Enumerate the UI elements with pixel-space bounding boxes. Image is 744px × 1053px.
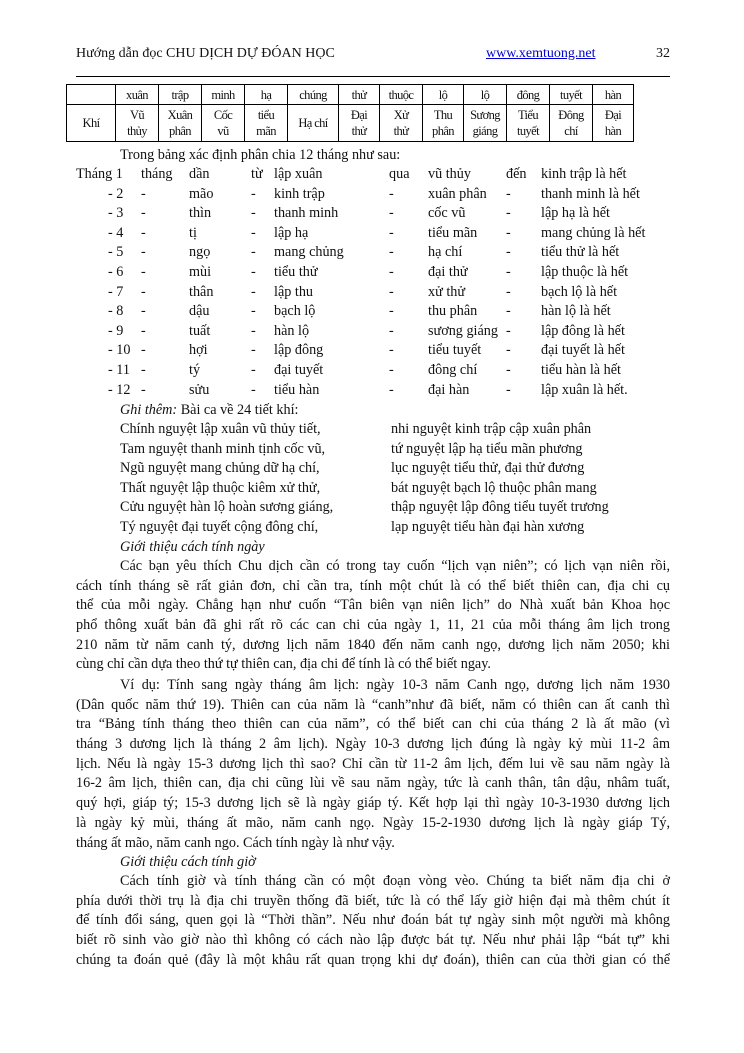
month-cell: tiểu thử bbox=[274, 264, 318, 280]
month-cell: - bbox=[389, 264, 394, 280]
month-cell: tý bbox=[189, 362, 201, 378]
book-title: Hướng dẫn đọc CHU DỊCH DỰ ĐÓAN HỌC bbox=[76, 46, 335, 61]
cell-line: phân bbox=[432, 124, 454, 138]
month-cell: - bbox=[251, 342, 256, 359]
month-cell: lập thuộc là hết bbox=[541, 264, 629, 280]
table-cell bbox=[380, 105, 423, 142]
table-cell: tuyết bbox=[550, 85, 593, 105]
month-cell: sửu bbox=[189, 381, 210, 398]
poem-line: Cửu nguyệt hàn lộ hoàn sương giáng, bbox=[120, 499, 334, 516]
table-cell bbox=[159, 105, 202, 142]
month-cell: hạ chí bbox=[428, 244, 463, 261]
month-cell: - bbox=[389, 362, 394, 378]
note-text: Bài ca về 24 tiết khí: bbox=[177, 402, 299, 418]
month-cell: mão bbox=[189, 185, 214, 202]
paragraph-line: phía dưới thời trụ là địa chi truyền thống đã biết, tức là có thể lấy giờ hiện đại mà thêm chút ít bbox=[76, 892, 670, 909]
month-label: - 4 bbox=[108, 224, 124, 241]
month-cell: đến bbox=[506, 166, 527, 182]
paragraph-line: chúng ta đoán quẻ (đây là một khâu rất quan trọng khi dự đoán), thiên can của thời gian có thể bbox=[76, 951, 670, 968]
month-cell: hàn lộ bbox=[274, 322, 310, 339]
month-cell: - bbox=[506, 185, 511, 202]
month-cell: tiểu thử là hết bbox=[541, 244, 620, 261]
month-cell: mang chủng là hết bbox=[541, 224, 646, 241]
table-cell bbox=[116, 105, 159, 142]
month-cell: xuân phân bbox=[428, 185, 487, 202]
table-cell: minh bbox=[202, 85, 245, 105]
table-cell bbox=[202, 105, 245, 142]
cell-line: Đông bbox=[558, 108, 584, 122]
month-cell: - bbox=[141, 244, 146, 261]
cell-line: Xử bbox=[393, 108, 409, 122]
month-label: - 8 bbox=[108, 303, 124, 320]
month-cell: hàn lộ là hết bbox=[541, 303, 611, 320]
month-label: - 3 bbox=[108, 205, 124, 222]
paragraph-line: cùng chỉ cần dựa theo thứ tự thiên can, địa chi để tính là có thể biết ngay. bbox=[76, 656, 491, 673]
poem-line: nhi nguyệt kinh trập cập xuân phân bbox=[391, 421, 592, 437]
poem-line: Chính nguyệt lập xuân vũ thủy tiết, bbox=[120, 421, 321, 437]
poem-line: lạp nguyệt tiểu hàn đại hàn xương bbox=[391, 519, 585, 535]
month-label: Tháng 1 bbox=[76, 166, 123, 182]
cell-line: hàn bbox=[604, 124, 622, 138]
cell-line: thủy bbox=[127, 124, 147, 138]
section-title: Giới thiệu cách tính ngày bbox=[120, 539, 265, 555]
month-cell: - bbox=[251, 362, 256, 378]
month-cell: - bbox=[141, 342, 146, 359]
month-label: - 2 bbox=[108, 185, 124, 202]
month-cell: thân bbox=[189, 283, 214, 300]
cell-line: phân bbox=[169, 124, 191, 138]
month-cell: lập xuân là hết. bbox=[541, 381, 628, 398]
paragraph-line: biết rõ sinh vào giờ nào thì không có cách nào lập được bát tự. Nếu như phải lập “bát tự” khi bbox=[76, 932, 670, 949]
cell-line: Sương bbox=[470, 108, 500, 122]
table-cell: lộ bbox=[464, 85, 507, 105]
website-link[interactable]: www.xemtuong.net bbox=[486, 46, 596, 61]
month-cell: thanh minh bbox=[274, 205, 339, 222]
month-cell: lập thu bbox=[274, 283, 314, 300]
paragraph-line: 16-2 âm lịch, thiên can, địa chi cũng lùi về sau năm ngày, tức là canh thân, tân dậu, nhâm tuất, bbox=[76, 775, 670, 792]
poem-line: bát nguyệt bạch lộ thuộc phân mang bbox=[391, 479, 597, 496]
table-row bbox=[67, 85, 634, 105]
cell-line: thử bbox=[393, 124, 409, 138]
cell-line: chí bbox=[564, 124, 578, 138]
month-cell: dậu bbox=[189, 303, 210, 320]
month-cell: qua bbox=[389, 166, 410, 182]
month-cell: bạch lộ bbox=[274, 303, 316, 320]
cell-line: giáng bbox=[472, 124, 498, 138]
cell-line: vũ bbox=[217, 124, 229, 138]
paragraph-line: lịch. Nếu là ngày 15-3 dương lịch thì sao? Chỉ cần từ 11-2 âm lịch, đếm lui về sau năm ngày là bbox=[76, 755, 670, 772]
month-cell: - bbox=[389, 244, 394, 261]
month-cell: mang chủng bbox=[274, 244, 344, 261]
month-cell: - bbox=[506, 224, 511, 241]
header-divider bbox=[76, 76, 670, 77]
month-cell: cốc vũ bbox=[428, 205, 466, 222]
note-label: Ghi thêm: bbox=[120, 402, 178, 418]
cell-line: tiểu bbox=[257, 108, 275, 122]
month-cell: - bbox=[141, 224, 146, 241]
month-cell: - bbox=[251, 224, 256, 241]
paragraph-line: 210 năm từ năm canh tý, dương lịch năm 1840 đến năm canh ngọ, dương lịch năm 2050; khi bbox=[76, 636, 670, 653]
month-cell: tiểu tuyết bbox=[428, 342, 482, 359]
month-cell: - bbox=[506, 322, 511, 339]
month-cell: ngọ bbox=[189, 244, 211, 261]
paragraph-line: cách tính tháng sẽ rất giản đơn, chỉ cần tra, tính một chút là có thể biết thiên can, địa chi cụ bbox=[76, 577, 670, 594]
paragraph-line: để tính đổi sáng, quen gọi là “Thời thần”. Nếu như đoán bát tự ngày sinh một người mà không bbox=[76, 912, 670, 929]
month-cell: - bbox=[141, 303, 146, 320]
month-cell: - bbox=[506, 283, 511, 300]
month-cell: - bbox=[141, 283, 146, 300]
poem-line: thập nguyệt lập đông tiểu tuyết trương bbox=[391, 499, 609, 516]
month-cell: - bbox=[251, 205, 256, 222]
paragraph-line: thể của mỗi ngày. Chẳng hạn như cuốn “Tân biên vạn niên lịch” do Nhà xuất bản Khoa học bbox=[76, 597, 670, 614]
month-cell: kinh trập là hết bbox=[541, 166, 627, 182]
cell-line: thử bbox=[351, 124, 367, 138]
table-cell: chúng bbox=[288, 85, 339, 105]
month-cell: thanh minh là hết bbox=[541, 185, 640, 202]
cell-line: Đại bbox=[604, 108, 622, 122]
month-label: - 6 bbox=[108, 264, 124, 280]
cell-line: Xuân bbox=[167, 108, 193, 122]
month-cell: lập đông bbox=[274, 342, 324, 359]
paragraph-line: (Dân quốc năm thứ 19). Thiên can của năm là “canh”như đã biết, năm có thiên can ất canh thì bbox=[76, 696, 670, 713]
month-cell: đại thử bbox=[428, 264, 468, 280]
month-cell: tháng bbox=[141, 166, 173, 182]
month-cell: - bbox=[389, 381, 394, 398]
month-cell: - bbox=[251, 303, 256, 320]
month-cell: tuất bbox=[189, 322, 211, 339]
month-cell: - bbox=[251, 381, 256, 398]
month-cell: - bbox=[389, 342, 394, 359]
month-cell: bạch lộ là hết bbox=[541, 283, 618, 300]
paragraph-line: tháng 3 dương lịch là tháng 2 âm lịch). Ngày 10-3 dương lịch đúng là ngày kỷ mùi 11-2 âm bbox=[76, 736, 670, 753]
month-cell: vũ thủy bbox=[428, 166, 471, 182]
table-cell: thuộc bbox=[380, 85, 423, 105]
row-label: Khí bbox=[67, 105, 116, 142]
month-label: - 7 bbox=[108, 283, 124, 300]
month-cell: lập hạ bbox=[274, 224, 309, 241]
table-cell bbox=[593, 105, 634, 142]
month-label: - 11 bbox=[108, 362, 130, 378]
cell-line: Đại bbox=[350, 108, 368, 122]
month-cell: xử thử bbox=[428, 283, 466, 300]
month-cell: - bbox=[506, 205, 511, 222]
month-cell: - bbox=[141, 381, 146, 398]
cell-line: mãn bbox=[256, 124, 276, 138]
month-cell: đại tuyết bbox=[274, 362, 324, 378]
table-cell bbox=[339, 105, 380, 142]
table-cell: hàn bbox=[593, 85, 634, 105]
month-cell: - bbox=[389, 205, 394, 222]
month-cell: - bbox=[141, 205, 146, 222]
paragraph-line: Các bạn yêu thích Chu dịch cần có trong tay cuốn “lịch vạn niên”; có lịch vạn niên rồi, bbox=[120, 558, 670, 574]
paragraph-line: tháng ất mão, năm canh ngo. Cách tính ngày là như vậy. bbox=[76, 834, 395, 851]
month-label: - 12 bbox=[108, 381, 131, 398]
paragraph bbox=[76, 676, 670, 853]
paragraph bbox=[76, 872, 670, 970]
paragraph-line: tra “Bảng tính tháng theo thiên can của năm”, có thể biết can chi của tháng 2 là ất mão (vì bbox=[76, 716, 670, 733]
poem-line: tứ nguyệt lập hạ tiểu mãn phương bbox=[391, 440, 583, 457]
month-cell: - bbox=[141, 322, 146, 339]
month-cell: - bbox=[141, 264, 146, 280]
month-cell: kinh trập bbox=[274, 185, 325, 202]
poem-line: lục nguyệt tiểu thử, đại thử đương bbox=[391, 460, 585, 477]
month-cell: - bbox=[141, 185, 146, 202]
paragraph-line: quý hợi, giáp tý; 15-3 dương lịch sẽ là ngày giáp tý. Kết hợp lại thì ngày 10-3-1930 dương lịch bbox=[76, 795, 670, 812]
poem-line: Thất nguyệt lập thuộc kiêm xử thử, bbox=[120, 479, 321, 496]
month-cell: tiểu hàn là hết bbox=[541, 362, 621, 378]
month-cell: tiểu hàn bbox=[274, 381, 320, 398]
month-cell: đại hàn bbox=[428, 381, 470, 398]
month-cell: thu phân bbox=[428, 303, 478, 320]
table-cell bbox=[423, 105, 464, 142]
month-cell: - bbox=[251, 264, 256, 280]
month-cell: lập hạ là hết bbox=[541, 205, 610, 222]
month-cell: - bbox=[389, 283, 394, 300]
paragraph-line: phổ thông xuất bản đã ghi rất rõ các can chi của ngày 1, 11, 21 của mỗi tháng âm lịch trong bbox=[76, 617, 670, 634]
cell-line: Vũ bbox=[129, 108, 145, 122]
month-label: - 5 bbox=[108, 244, 124, 261]
month-cell: đông chí bbox=[428, 362, 478, 378]
month-cell: mùi bbox=[189, 264, 212, 280]
paragraph-line: là ngày kỷ mùi, tháng ất mão, năm canh ngọ. Ngày 15-2-1930 dương lịch là ngày giáp Tý, bbox=[76, 814, 670, 831]
month-label: - 9 bbox=[108, 322, 124, 339]
month-cell: - bbox=[506, 244, 511, 261]
month-cell: - bbox=[389, 322, 394, 339]
table-cell-empty bbox=[67, 85, 116, 105]
intro-text: Trong bảng xác định phân chia 12 tháng như sau: bbox=[120, 147, 401, 163]
month-cell: lập đông là hết bbox=[541, 322, 625, 339]
month-cell: hợi bbox=[189, 342, 208, 359]
cell-line: Cốc bbox=[213, 108, 233, 122]
poem-line: Ngũ nguyệt mang chủng dữ hạ chí, bbox=[120, 460, 320, 477]
month-cell: - bbox=[251, 322, 256, 339]
table-cell bbox=[245, 105, 288, 142]
table-cell bbox=[507, 105, 550, 142]
section-title: Giới thiệu cách tính giờ bbox=[120, 854, 256, 870]
poem-line: Tý nguyệt đại tuyết cộng đông chí, bbox=[120, 519, 319, 535]
table-cell: trập bbox=[159, 85, 202, 105]
month-cell: lập xuân bbox=[274, 166, 323, 182]
cell-line: tuyết bbox=[517, 124, 539, 138]
table-cell: lộ bbox=[423, 85, 464, 105]
month-label: - 10 bbox=[108, 342, 131, 359]
month-cell: - bbox=[141, 362, 146, 378]
cell-line: Thu bbox=[433, 108, 453, 122]
table-cell: thử bbox=[339, 85, 380, 105]
page-header bbox=[76, 46, 670, 66]
table-cell bbox=[464, 105, 507, 142]
month-cell: - bbox=[389, 303, 394, 320]
paragraph bbox=[76, 557, 670, 675]
month-cell: - bbox=[506, 303, 511, 320]
month-cell: - bbox=[506, 264, 511, 280]
month-cell: sương giáng bbox=[428, 322, 498, 339]
table-cell: xuân bbox=[116, 85, 159, 105]
poem-line: Tam nguyệt thanh minh tịnh cốc vũ, bbox=[120, 440, 326, 457]
month-cell: - bbox=[506, 362, 511, 378]
table-row bbox=[67, 105, 634, 142]
month-cell: đại tuyết là hết bbox=[541, 342, 625, 359]
month-cell: dần bbox=[189, 166, 210, 182]
paragraph-line: Cách tính giờ và tính tháng cần có một đoạn vòng vèo. Chúng ta biết năm địa chi ở bbox=[120, 873, 670, 889]
month-cell: - bbox=[251, 283, 256, 300]
month-cell: tiểu mãn bbox=[428, 224, 478, 241]
page-number: 32 bbox=[656, 46, 670, 61]
month-cell: - bbox=[506, 342, 511, 359]
month-cell: - bbox=[389, 224, 394, 241]
month-cell: tị bbox=[189, 224, 197, 241]
month-cell: - bbox=[506, 381, 511, 398]
note-line bbox=[120, 401, 299, 421]
month-cell: - bbox=[251, 244, 256, 261]
month-cell: - bbox=[251, 185, 256, 202]
month-cell: từ bbox=[251, 166, 263, 182]
table-cell bbox=[288, 105, 339, 142]
solar-terms-table bbox=[66, 84, 634, 142]
table-cell: hạ bbox=[245, 85, 288, 105]
month-cell: thìn bbox=[189, 205, 212, 222]
table-cell: đông bbox=[507, 85, 550, 105]
cell-line: Tiểu bbox=[517, 108, 539, 122]
month-cell: - bbox=[389, 185, 394, 202]
paragraph-line: Ví dụ: Tính sang ngày tháng âm lịch: ngày 10-3 năm Canh ngọ, dương lịch năm 1930 bbox=[120, 677, 670, 693]
table-cell bbox=[550, 105, 593, 142]
cell-line: Hạ chí bbox=[298, 116, 328, 130]
